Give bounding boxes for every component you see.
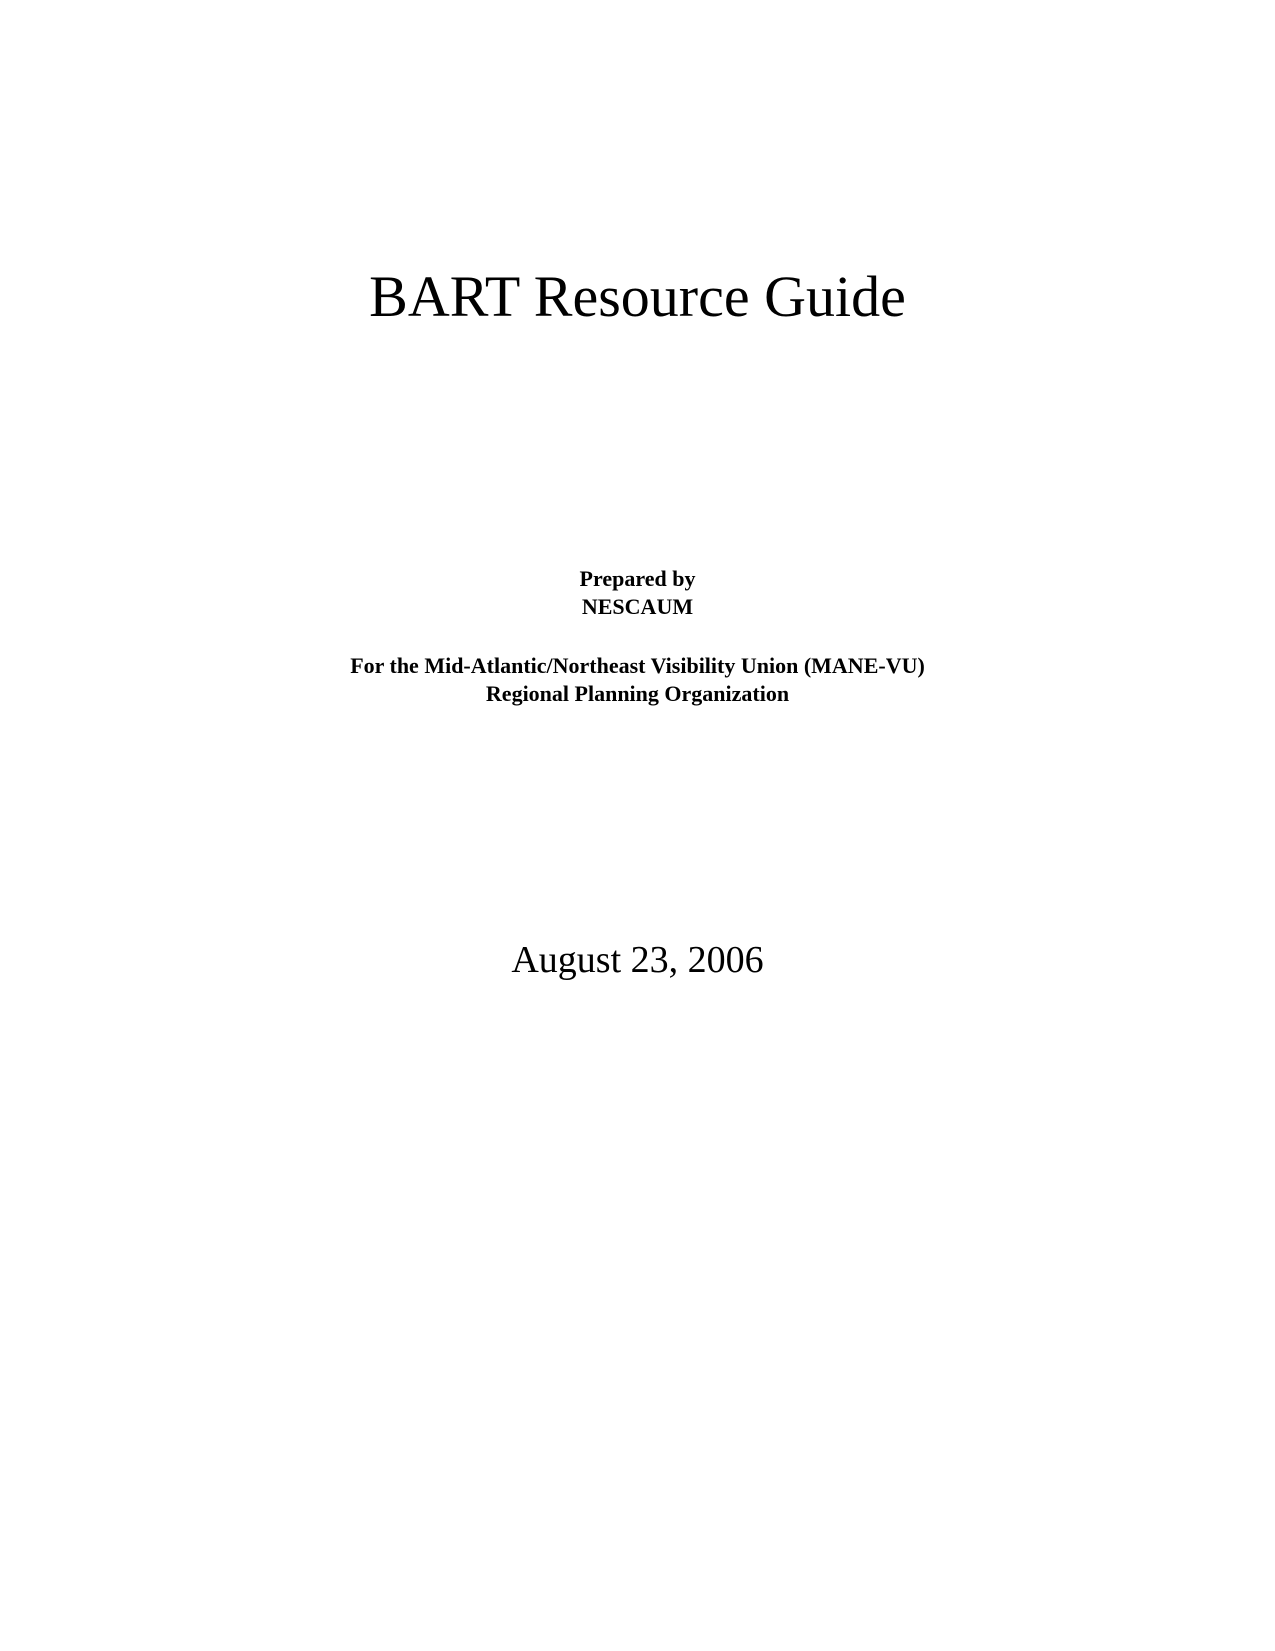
prepared-by-org: NESCAUM — [581, 594, 694, 619]
prepared-for-line: For the Mid-Atlantic/Northeast Visibility Union (MANE-VU) — [350, 653, 925, 678]
document-title: BART Resource Guide — [369, 264, 906, 329]
prepared-for-line-2: Regional Planning Organization — [485, 681, 790, 706]
prepared-for-block — [0, 652, 1275, 708]
document-date: August 23, 2006 — [511, 939, 764, 981]
prepared-by-label: Prepared by — [579, 566, 696, 591]
prepared-by-block — [0, 565, 1275, 621]
